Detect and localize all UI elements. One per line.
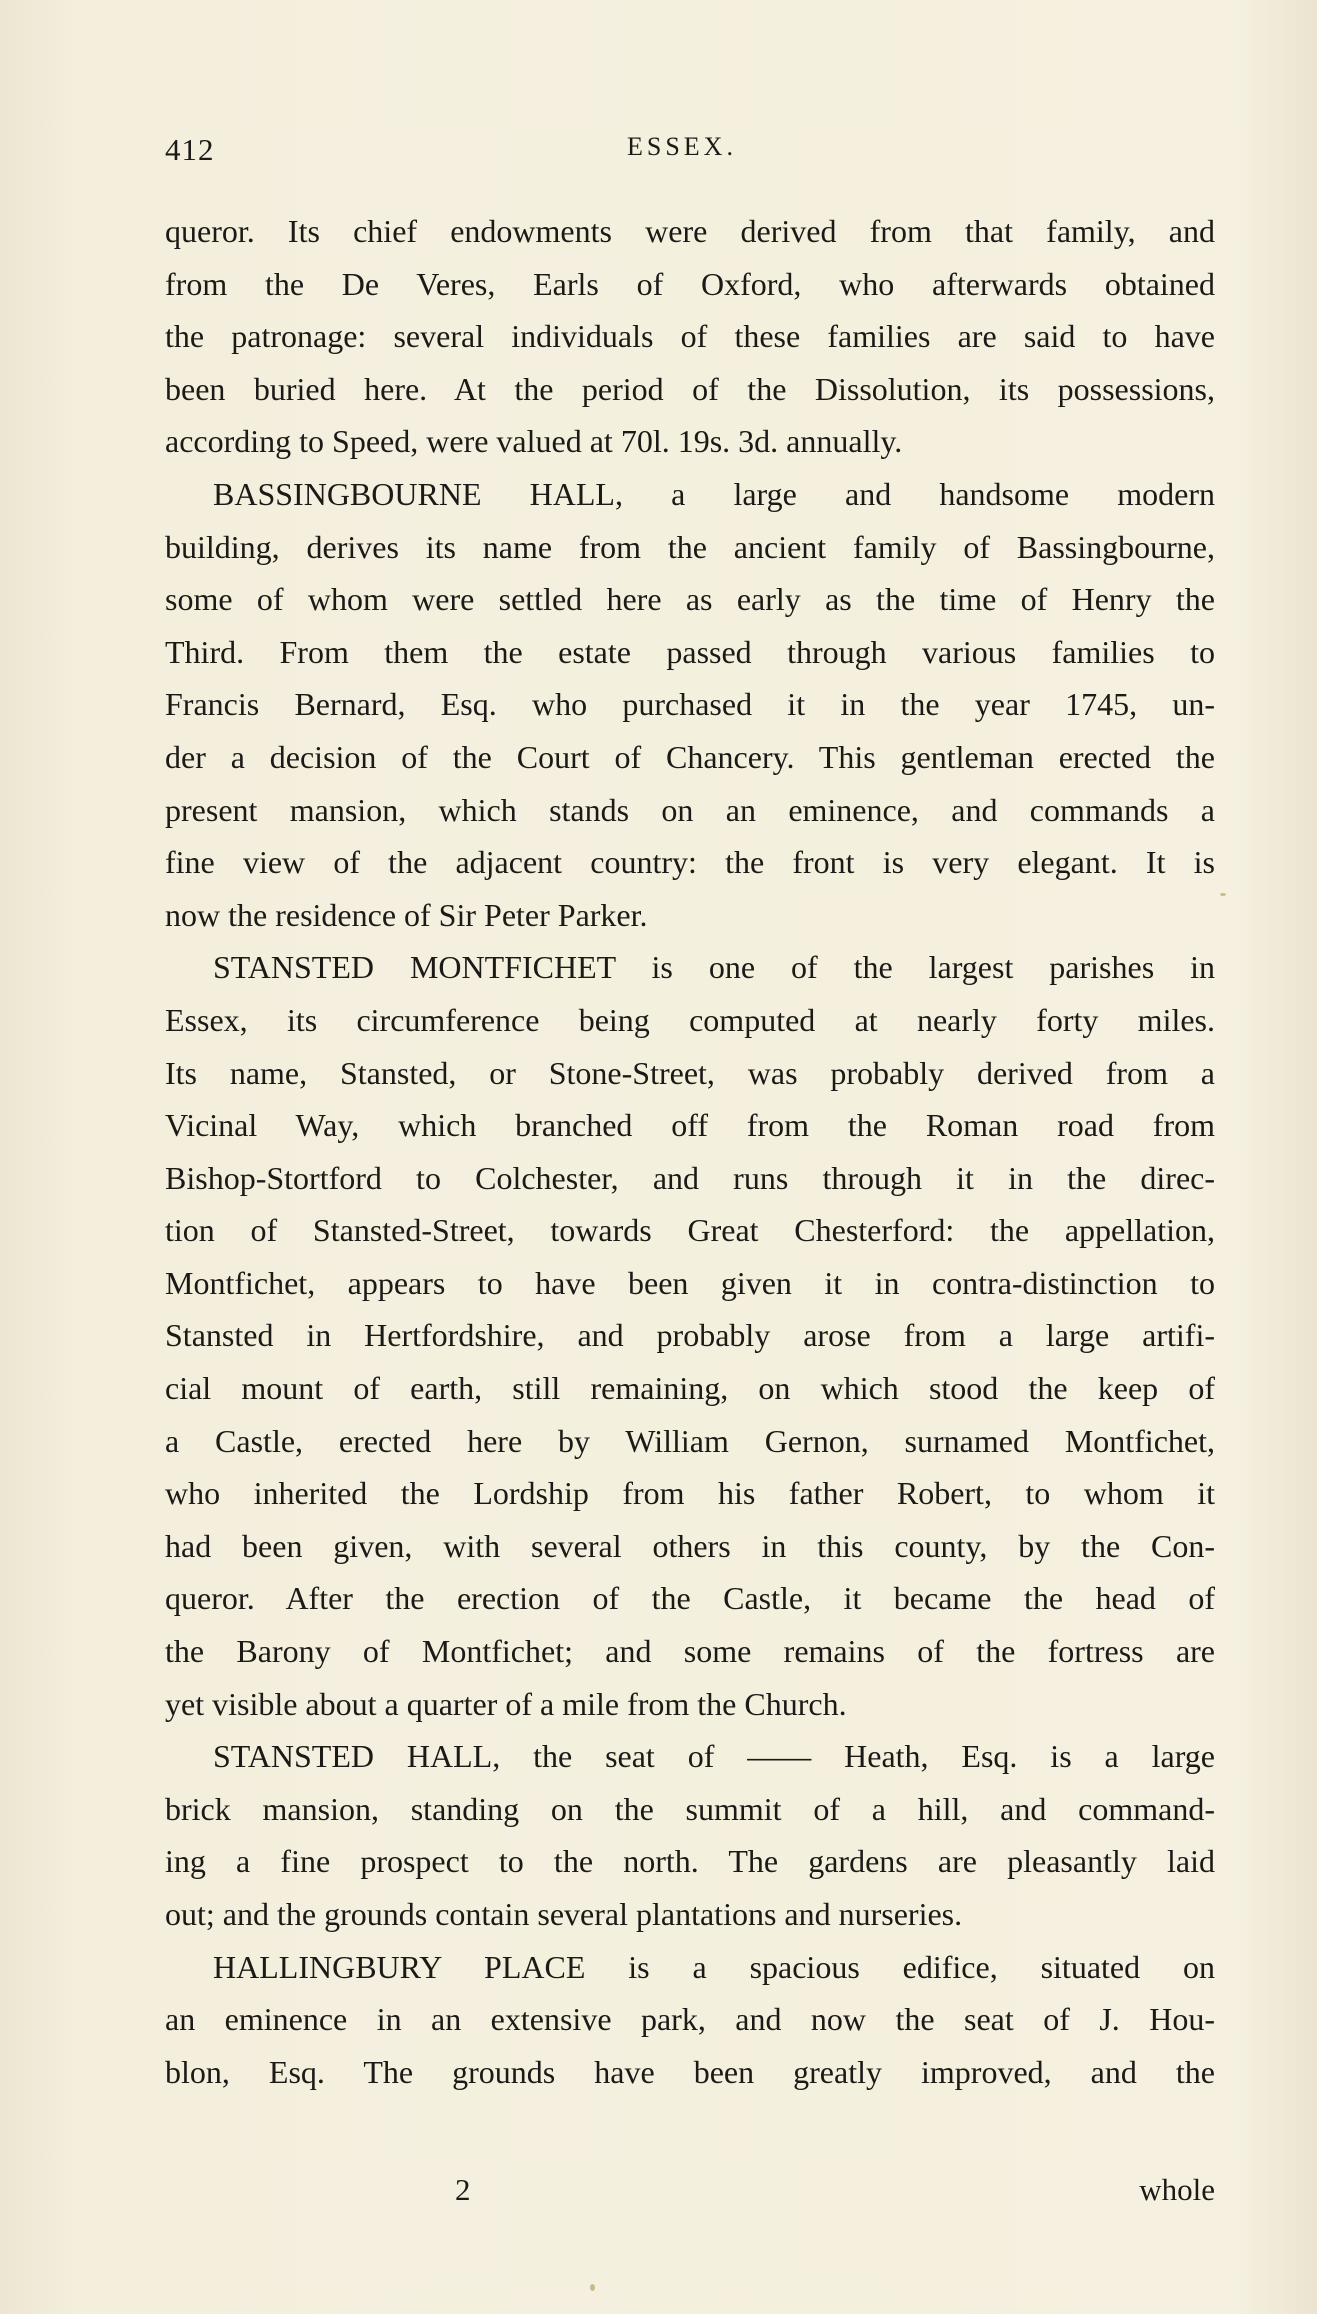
text-line: Vicinal Way, which branched off from the Roman road from xyxy=(165,1107,1215,1144)
text-line: blon, Esq. The grounds have been greatly improved, and the xyxy=(165,2053,1215,2090)
text-line: queror. After the erection of the Castle, it became the head of xyxy=(165,1580,1215,1617)
text-line: out; and the grounds contain several plantations and nurseries. xyxy=(165,1896,963,1932)
text-line: tion of Stansted-Street, towards Great Chesterford: the appellation, xyxy=(165,1212,1215,1249)
text-line: ing a fine prospect to the north. The gardens are pleasantly laid xyxy=(165,1843,1215,1880)
text-line: STANSTED MONTFICHET is one of the largest parishes in xyxy=(213,949,1215,986)
text-line: the patronage: several individuals of these families are said to have xyxy=(165,318,1215,355)
text-line: some of whom were settled here as early as the time of Henry the xyxy=(165,581,1215,618)
text-line: been buried here. At the period of the Dissolution, its possessions, xyxy=(165,370,1215,407)
text-line: according to Speed, were valued at 70l. 19s. 3d. annually. xyxy=(165,423,903,460)
signature-mark: 2 xyxy=(455,2172,471,2207)
text-line: queror. Its chief endowments were derived from that family, and xyxy=(165,213,1215,249)
text-line: der a decision of the Court of Chancery. This gentleman erected the xyxy=(165,738,1215,775)
text-line: yet visible about a quarter of a mile from the Church. xyxy=(165,1685,847,1722)
paper-speck xyxy=(1220,893,1226,896)
catchline xyxy=(165,2172,1215,2216)
text-line: Third. From them the estate passed through various families to xyxy=(165,633,1215,670)
text-line: building, derives its name from the ancient family of Bassingbourne, xyxy=(165,528,1215,565)
text-line: an eminence in an extensive park, and now the seat of J. Hou- xyxy=(165,2001,1215,2038)
text-line: Essex, its circumference being computed at nearly forty miles. xyxy=(165,1001,1215,1038)
text-line: now the residence of Sir Peter Parker. xyxy=(165,896,648,933)
text-line: the Barony of Montfichet; and some remains of the fortress are xyxy=(165,1633,1215,1670)
text-line: brick mansion, standing on the summit of a hill, and command- xyxy=(165,1790,1215,1827)
text-line: Stansted in Hertfordshire, and probably arose from a large artifi- xyxy=(165,1317,1215,1354)
page-header xyxy=(165,132,1215,172)
text-line: who inherited the Lordship from his father Robert, to whom it xyxy=(165,1475,1215,1512)
text-line: Bishop-Stortford to Colchester, and runs through it in the direc- xyxy=(165,1159,1215,1196)
text-line: from the De Veres, Earls of Oxford, who afterwards obtained xyxy=(165,265,1215,302)
text-line: Its name, Stansted, or Stone-Street, was probably derived from a xyxy=(165,1054,1215,1091)
text-line: had been given, with several others in this county, by the Con- xyxy=(165,1527,1215,1564)
text-line: Francis Bernard, Esq. who purchased it in the year 1745, un- xyxy=(165,686,1215,723)
page-number: 412 xyxy=(165,132,215,167)
text-line: fine view of the adjacent country: the front is very elegant. It is xyxy=(165,844,1215,881)
text-line: STANSTED HALL, the seat of —— Heath, Esq. is a large xyxy=(213,1738,1215,1775)
text-line: a Castle, erected here by William Gernon, surnamed Montfichet, xyxy=(165,1422,1215,1459)
paper-speck xyxy=(590,2284,595,2291)
running-head: ESSEX. xyxy=(627,132,737,161)
text-line: Montfichet, appears to have been given it in contra-distinction to xyxy=(165,1264,1215,1301)
catchword: whole xyxy=(1139,2172,1215,2207)
text-line: HALLINGBURY PLACE is a spacious edifice, situated on xyxy=(213,1948,1215,1985)
text-line: cial mount of earth, still remaining, on which stood the keep of xyxy=(165,1370,1215,1407)
text-line: present mansion, which stands on an eminence, and commands a xyxy=(165,791,1215,828)
body-text xyxy=(165,205,1215,2098)
text-line: BASSINGBOURNE HALL, a large and handsome modern xyxy=(213,475,1215,512)
